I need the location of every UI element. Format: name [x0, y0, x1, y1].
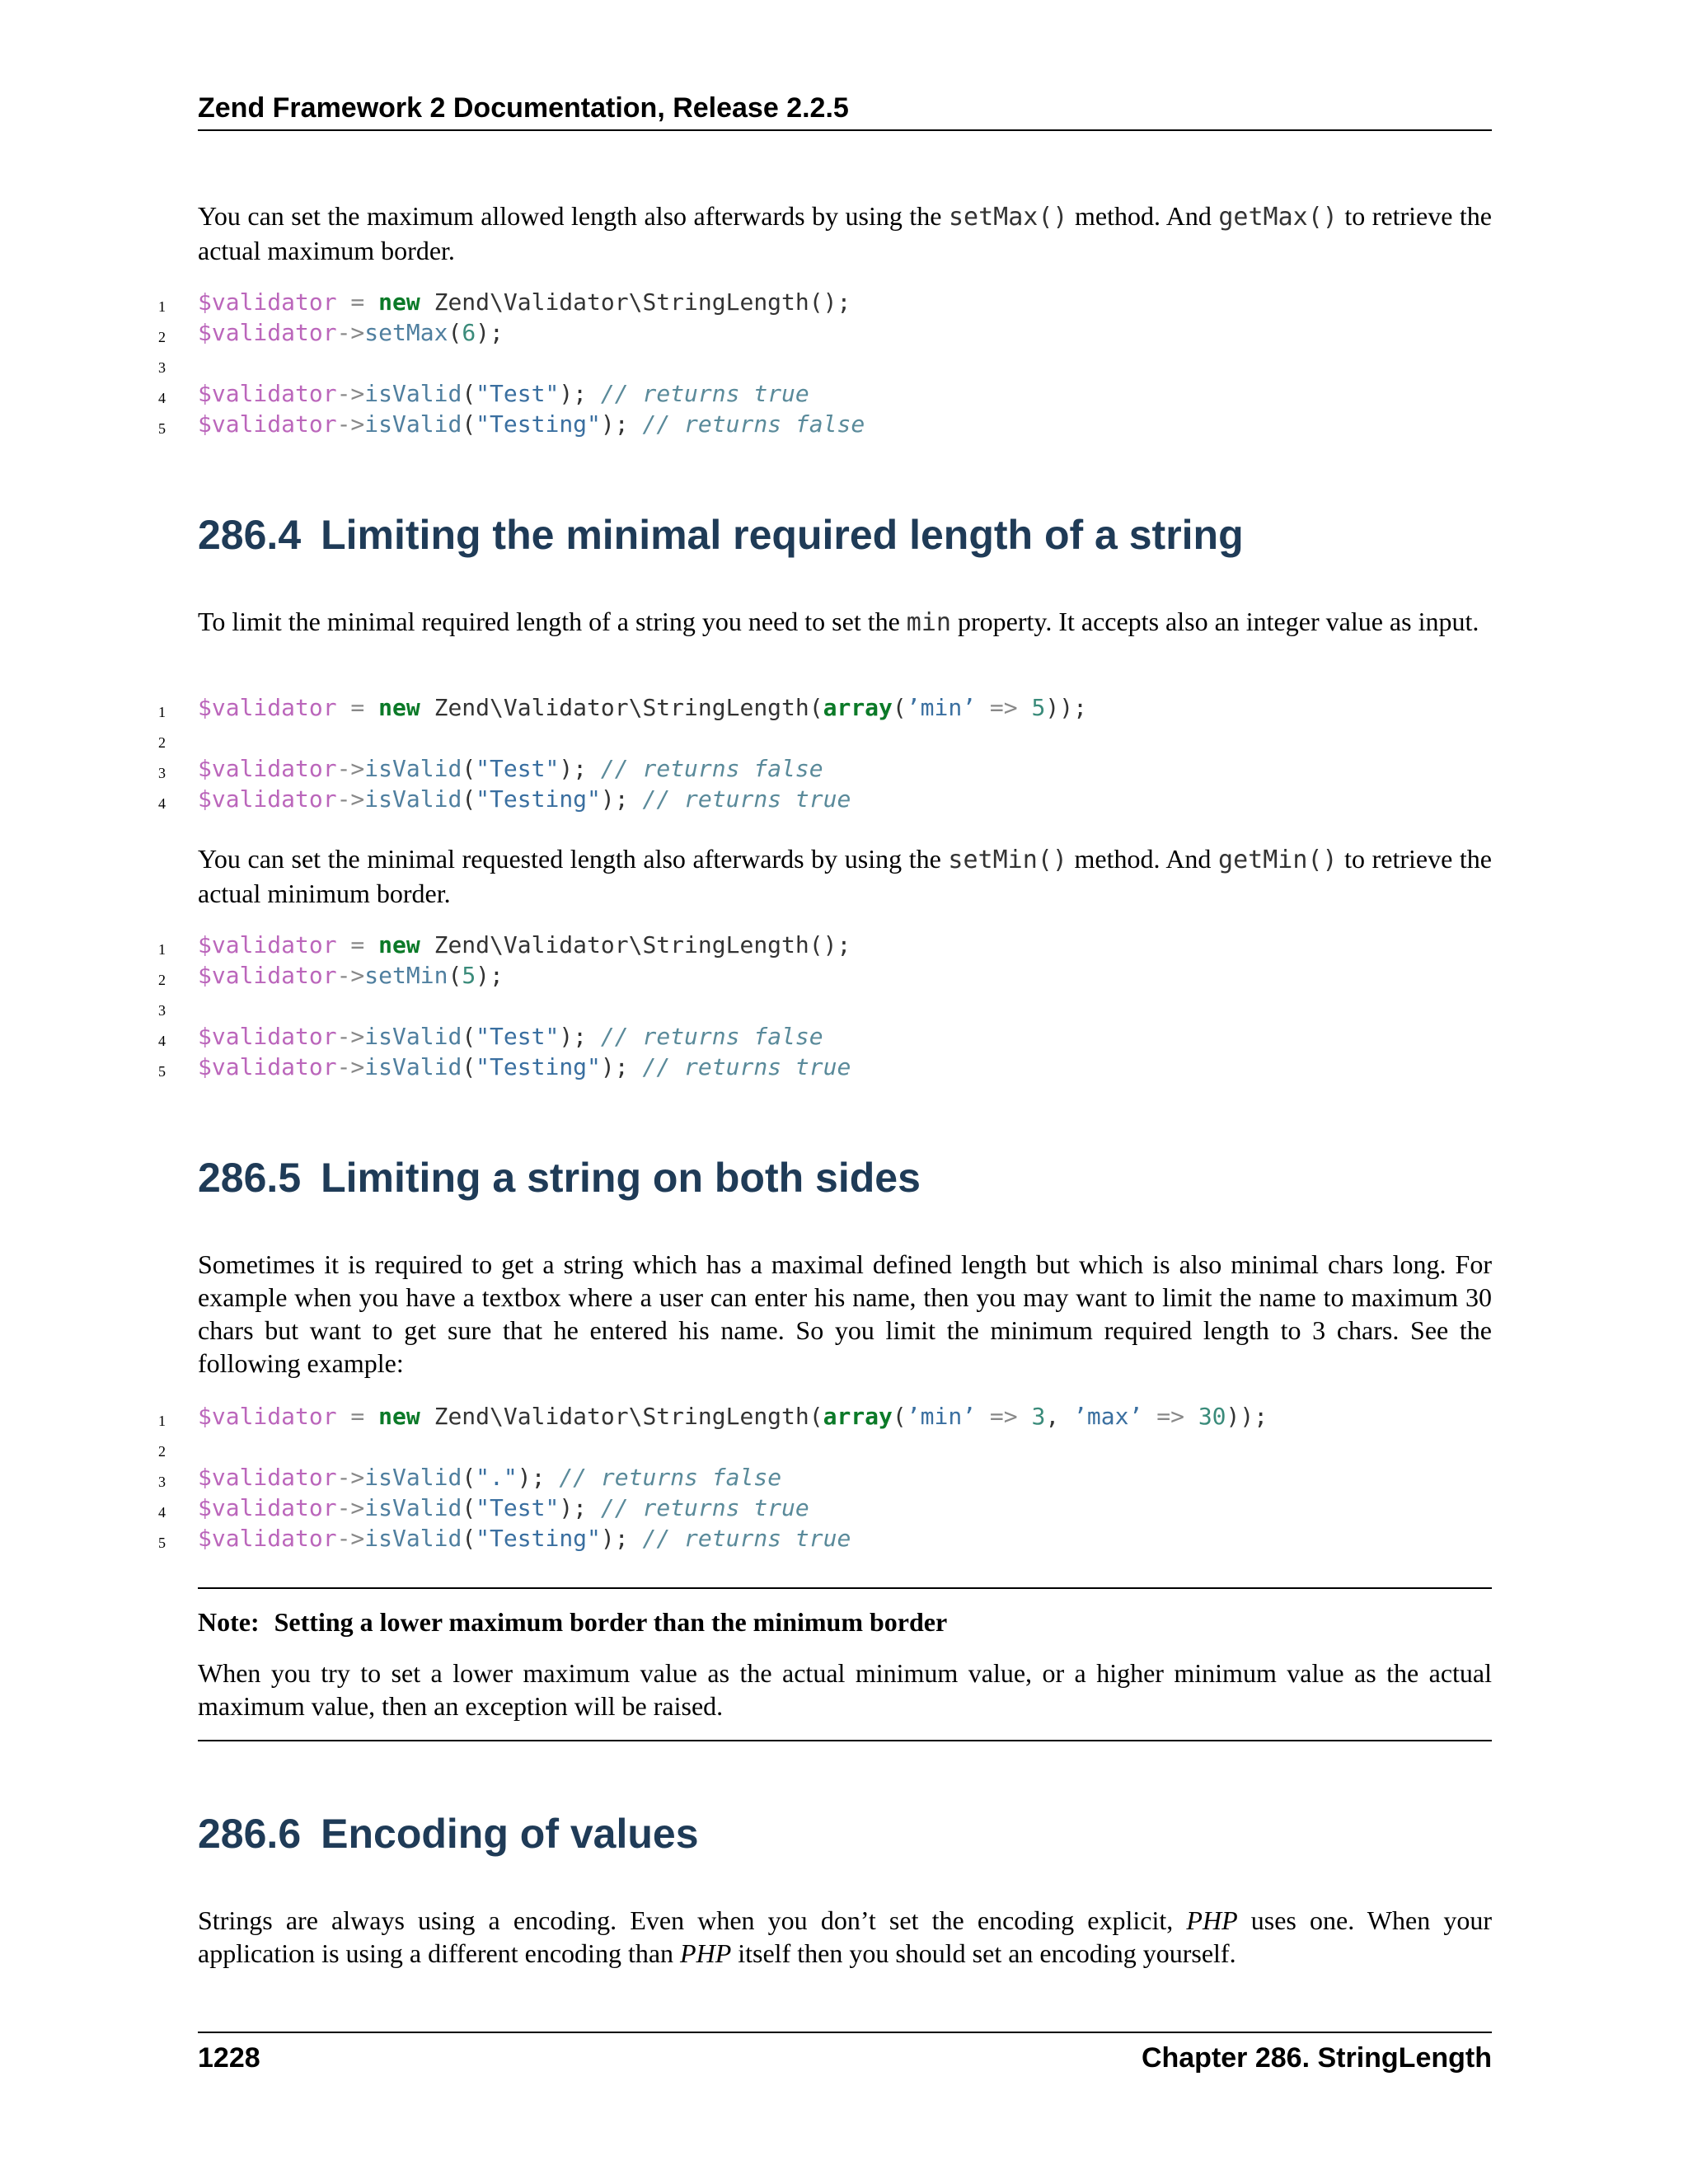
code-token: ); — [600, 410, 643, 438]
code-token: new — [378, 694, 420, 721]
code-token: $validator — [198, 694, 337, 721]
code-line — [0, 930, 1492, 960]
code-token: ); — [600, 785, 643, 813]
code-token: -> — [336, 1053, 365, 1080]
intro-text: to retrieve the actual maximum border. — [198, 201, 1493, 265]
code-token: $validator — [198, 1403, 337, 1430]
inline-code-setmax: setMax() — [949, 203, 1068, 232]
code-line — [0, 1021, 1492, 1052]
para-text: property. It accepts also an integer value as input. — [950, 607, 1479, 636]
code-token: -> — [336, 410, 365, 438]
line-number: 1 — [158, 1413, 166, 1429]
code-token: isValid — [364, 1494, 462, 1521]
code-line — [0, 1462, 1492, 1493]
section-number: 286.4 — [198, 512, 302, 558]
php-emphasis: PHP — [680, 1938, 732, 1968]
note-text: When you try to set a lower maximum value as the actual minimum value, or a higher minimum value as the actual maximum value, then an exception will be raised. — [198, 1658, 1492, 1721]
code-token: Zend\Validator\StringLength( — [420, 1403, 823, 1430]
code-token: "." — [476, 1464, 518, 1491]
code-token: -> — [336, 380, 365, 407]
note-label: Note: — [198, 1607, 260, 1637]
line-number: 4 — [158, 1504, 166, 1521]
code-token: // returns false — [559, 1464, 782, 1491]
code-line — [0, 287, 1492, 317]
code-block-1 — [0, 287, 1492, 439]
code-token: ( — [462, 755, 476, 782]
code-text — [198, 960, 504, 991]
code-token: ( — [448, 319, 462, 346]
code-token: isValid — [364, 1023, 462, 1050]
code-token: 5 — [462, 962, 476, 989]
code-block-2 — [0, 692, 1492, 814]
code-token: new — [378, 931, 420, 958]
para-text: To limit the minimal required length of a string you need to set the — [198, 607, 907, 636]
code-token: ( — [462, 1053, 476, 1080]
section-heading-286-6 — [198, 1810, 699, 1858]
code-token: 30 — [1198, 1403, 1226, 1430]
code-line — [0, 1052, 1492, 1082]
line-number: 3 — [158, 1474, 166, 1490]
section6-paragraph — [198, 1904, 1492, 1970]
code-token: "Testing" — [476, 410, 601, 438]
code-token: isValid — [364, 785, 462, 813]
code-token: "Test" — [476, 1023, 560, 1050]
code-token: ); — [517, 1464, 560, 1491]
code-token: -> — [336, 755, 365, 782]
code-token: ); — [559, 380, 601, 407]
running-header: Zend Framework 2 Documentation, Release 2.2.5 — [198, 92, 849, 124]
code-token: // returns false — [600, 1023, 823, 1050]
code-token: => — [1142, 1403, 1198, 1430]
line-number: 1 — [158, 298, 166, 315]
code-token: // returns true — [642, 785, 851, 813]
section-number: 286.6 — [198, 1811, 302, 1857]
code-token: ( — [462, 1023, 476, 1050]
section5-paragraph: Sometimes it is required to get a string which has a maximal defined length but which is also minimal chars long. For example when you have a textbox where a user can enter his name, then you may want to limit the name to maximum 30 chars but want to get sure that he entered his name. So you limit the minimum required length to 3 chars. See the following example: — [198, 1249, 1492, 1378]
code-token: ); — [476, 962, 504, 989]
code-token: ( — [462, 410, 476, 438]
intro-text: You can set the maximum allowed length also afterwards by using the — [198, 201, 949, 231]
code-token: isValid — [364, 1053, 462, 1080]
code-token: Zend\Validator\StringLength(); — [420, 288, 851, 316]
code-token: isValid — [364, 1525, 462, 1552]
code-token: -> — [336, 1494, 365, 1521]
footer-rule — [198, 2032, 1492, 2033]
code-token: "Testing" — [476, 1525, 601, 1552]
line-number: 3 — [158, 765, 166, 781]
code-token: isValid — [364, 410, 462, 438]
code-token: "Test" — [476, 755, 560, 782]
code-token: "Test" — [476, 380, 560, 407]
code-token: array — [823, 694, 893, 721]
code-text — [198, 317, 504, 348]
inline-code-getmax: getMax() — [1218, 203, 1338, 232]
code-block-4 — [0, 1401, 1492, 1554]
code-token: ); — [559, 1494, 601, 1521]
code-token: ); — [559, 1023, 601, 1050]
code-token: ); — [559, 755, 601, 782]
chapter-label: Chapter 286. StringLength — [1141, 2042, 1492, 2074]
code-token: // returns true — [642, 1525, 851, 1552]
code-text — [198, 409, 865, 439]
code-token: ( — [448, 962, 462, 989]
code-token: = — [336, 694, 379, 721]
code-token: -> — [336, 1525, 365, 1552]
code-token: $validator — [198, 410, 337, 438]
code-token: $validator — [198, 931, 337, 958]
header-rule — [198, 129, 1492, 131]
code-text — [198, 692, 1087, 723]
code-token: setMax — [364, 319, 448, 346]
code-text — [198, 1493, 809, 1523]
code-text — [198, 1523, 851, 1554]
note-heading: Setting a lower maximum border than the minimum border — [274, 1607, 948, 1637]
code-token: new — [378, 288, 420, 316]
code-token: ); — [476, 319, 504, 346]
code-token: $validator — [198, 1525, 337, 1552]
code-token: = — [336, 288, 379, 316]
code-token: = — [336, 931, 379, 958]
line-number: 1 — [158, 941, 166, 958]
code-token: $validator — [198, 1053, 337, 1080]
section-heading-286-4 — [198, 511, 1244, 559]
section-title: Limiting the minimal required length of a string — [321, 512, 1244, 558]
code-text — [198, 378, 809, 409]
para-text: You can set the minimal requested length also afterwards by using the — [198, 844, 949, 874]
note-bottom-rule — [198, 1740, 1492, 1741]
code-token: 6 — [462, 319, 476, 346]
code-line — [0, 991, 1492, 1021]
page-number: 1228 — [198, 2042, 260, 2074]
code-token: , — [1045, 1403, 1074, 1430]
code-token: Zend\Validator\StringLength(); — [420, 931, 851, 958]
code-token: setMin — [364, 962, 448, 989]
line-number: 4 — [158, 390, 166, 406]
code-line — [0, 1432, 1492, 1462]
code-token: // returns true — [600, 380, 809, 407]
line-number: 5 — [158, 1535, 166, 1551]
code-line — [0, 317, 1492, 348]
code-text — [198, 1052, 851, 1082]
code-text — [198, 930, 851, 960]
code-line — [0, 753, 1492, 784]
code-line — [0, 960, 1492, 991]
code-token: ( — [462, 1464, 476, 1491]
section-heading-286-5 — [198, 1154, 921, 1202]
note-title — [198, 1607, 947, 1638]
code-token: ( — [462, 1494, 476, 1521]
section-title: Limiting a string on both sides — [321, 1155, 921, 1201]
inline-code-setmin: setMin() — [948, 846, 1067, 874]
line-number: 2 — [158, 972, 166, 988]
code-token: // returns false — [600, 755, 823, 782]
code-token: "Testing" — [476, 1053, 601, 1080]
code-line — [0, 723, 1492, 753]
code-line — [0, 409, 1492, 439]
code-token: $validator — [198, 1494, 337, 1521]
code-token: = — [336, 1403, 379, 1430]
line-number: 2 — [158, 329, 166, 345]
code-token: $validator — [198, 785, 337, 813]
code-token: -> — [336, 319, 365, 346]
code-token: 5 — [1031, 694, 1046, 721]
code-token: -> — [336, 1023, 365, 1050]
code-token: $validator — [198, 380, 337, 407]
code-text — [198, 753, 823, 784]
code-token: ’max’ — [1073, 1403, 1143, 1430]
code-token: -> — [336, 785, 365, 813]
code-token: ( — [892, 1403, 907, 1430]
code-token: "Testing" — [476, 785, 601, 813]
code-token: ); — [600, 1525, 643, 1552]
code-token: isValid — [364, 755, 462, 782]
line-number: 4 — [158, 795, 166, 812]
code-token: ( — [892, 694, 907, 721]
code-token: Zend\Validator\StringLength( — [420, 694, 823, 721]
line-number: 3 — [158, 1002, 166, 1019]
code-token: -> — [336, 962, 365, 989]
code-token: $validator — [198, 1464, 337, 1491]
code-block-3 — [0, 930, 1492, 1082]
code-token: $validator — [198, 962, 337, 989]
code-text — [198, 1021, 823, 1052]
code-line — [0, 784, 1492, 814]
code-token: array — [823, 1403, 893, 1430]
code-text — [198, 784, 851, 814]
section-number: 286.5 — [198, 1155, 302, 1201]
code-token: // returns false — [642, 410, 865, 438]
intro-paragraph — [198, 199, 1492, 267]
code-text — [198, 1462, 781, 1493]
para-text: method. And — [1067, 844, 1219, 874]
code-line — [0, 692, 1492, 723]
code-line — [0, 378, 1492, 409]
code-token: -> — [336, 1464, 365, 1491]
code-token: $validator — [198, 1023, 337, 1050]
code-line — [0, 1523, 1492, 1554]
code-token: $validator — [198, 755, 337, 782]
intro-text: method. And — [1067, 201, 1219, 231]
code-text — [198, 1401, 1268, 1432]
para-text: itself then you should set an encoding yourself. — [731, 1938, 1236, 1968]
line-number: 1 — [158, 704, 166, 720]
line-number: 3 — [158, 359, 166, 376]
code-token: // returns true — [642, 1053, 851, 1080]
code-token: new — [378, 1403, 420, 1430]
code-token: ( — [462, 380, 476, 407]
code-token: ’min’ — [906, 1403, 977, 1430]
code-token: $validator — [198, 288, 337, 316]
code-token: isValid — [364, 380, 462, 407]
inline-code-getmin: getMin() — [1218, 846, 1338, 874]
code-token: isValid — [364, 1464, 462, 1491]
line-number: 4 — [158, 1033, 166, 1049]
code-text — [198, 287, 851, 317]
code-token: )); — [1226, 1403, 1268, 1430]
code-token: $validator — [198, 319, 337, 346]
section4-paragraph-2 — [198, 842, 1492, 910]
line-number: 2 — [158, 734, 166, 751]
code-token: ( — [462, 1525, 476, 1552]
code-line — [0, 348, 1492, 378]
line-number: 2 — [158, 1443, 166, 1460]
code-line — [0, 1401, 1492, 1432]
para-text: to retrieve the actual minimum border. — [198, 844, 1493, 908]
inline-code-min: min — [906, 608, 951, 637]
line-number: 5 — [158, 1063, 166, 1080]
code-token: "Test" — [476, 1494, 560, 1521]
php-emphasis: PHP — [1186, 1905, 1238, 1935]
para-text: Strings are always using a encoding. Even when you don’t set the encoding explicit, — [198, 1905, 1187, 1935]
code-token: // returns true — [600, 1494, 809, 1521]
code-token: ( — [462, 785, 476, 813]
section-title: Encoding of values — [321, 1811, 699, 1857]
code-line — [0, 1493, 1492, 1523]
code-token: => — [976, 1403, 1032, 1430]
para-text: uses one. When your application is using a different encoding than — [198, 1905, 1493, 1968]
code-token: ’min’ — [906, 694, 977, 721]
line-number: 5 — [158, 420, 166, 437]
code-token: => — [976, 694, 1032, 721]
note-top-rule — [198, 1587, 1492, 1589]
code-token: 3 — [1031, 1403, 1046, 1430]
code-token: )); — [1045, 694, 1087, 721]
code-token: ); — [600, 1053, 643, 1080]
section4-paragraph-1 — [198, 605, 1492, 640]
